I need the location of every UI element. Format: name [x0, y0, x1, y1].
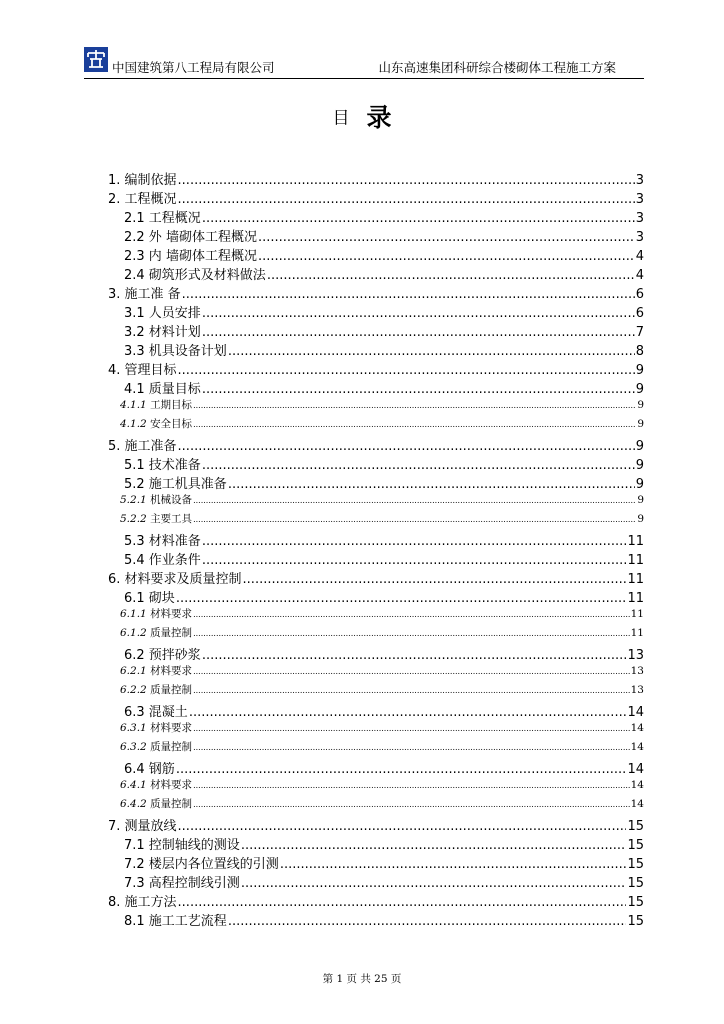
toc-entry-number: 6.3.1 [120, 722, 147, 734]
toc-leader-dots [178, 173, 635, 188]
toc-entry[interactable] [108, 891, 644, 910]
toc-entry-page: 9 [635, 382, 644, 397]
toc-entry[interactable] [108, 910, 644, 929]
toc-entry[interactable] [108, 549, 644, 568]
toc-leader-dots [178, 895, 627, 910]
toc-leader-dots [193, 496, 636, 505]
toc-entry-label [120, 625, 192, 640]
toc-title [0, 98, 724, 134]
toc-leader-dots [189, 705, 627, 720]
toc-title-part2: 录 [366, 103, 392, 132]
toc-entry-label: 6.2 预拌砂浆 [124, 648, 201, 663]
toc-leader-dots [243, 572, 627, 587]
toc-entry-label: 5.4 作业条件 [124, 553, 201, 568]
page-header [84, 44, 644, 79]
table-of-contents [108, 169, 644, 929]
toc-entry[interactable] [108, 644, 644, 663]
toc-entry-page: 6 [635, 287, 644, 302]
toc-leader-dots [228, 477, 635, 492]
project-name: 山东高速集团科研综合楼砌体工程施工方案 [378, 60, 616, 75]
toc-leader-dots [193, 686, 630, 695]
toc-entry-label: 6.1 砌块 [124, 591, 175, 606]
toc-entry-page: 9 [635, 477, 644, 492]
toc-entry[interactable] [108, 758, 644, 777]
toc-leader-dots [202, 306, 635, 321]
toc-entry-page: 3 [635, 173, 644, 188]
toc-entry-page: 11 [630, 627, 644, 639]
toc-entry-page: 4 [635, 268, 644, 283]
toc-leader-dots [193, 420, 636, 429]
toc-leader-dots [258, 230, 635, 245]
toc-entry-label: 3.3 机具设备计划 [124, 344, 227, 359]
toc-entry-label: 8. 施工方法 [108, 895, 177, 910]
toc-entry-page: 6 [635, 306, 644, 321]
toc-entry[interactable] [108, 473, 644, 492]
toc-leader-dots [241, 838, 627, 853]
toc-entry-page: 9 [637, 494, 644, 506]
toc-entry-label: 6.4 钢筋 [124, 762, 175, 777]
toc-leader-dots [193, 515, 636, 524]
toc-leader-dots [176, 591, 627, 606]
toc-entry-label: 7.1 控制轴线的测设 [124, 838, 240, 853]
toc-entry-label: 3.1 人员安排 [124, 306, 201, 321]
toc-entry[interactable] [108, 511, 644, 530]
toc-entry-number: 6.4.1 [120, 779, 147, 791]
toc-entry-page: 3 [635, 211, 644, 226]
toc-leader-dots [202, 534, 627, 549]
toc-entry-label: 2.1 工程概况 [124, 211, 201, 226]
toc-entry-label: 7.3 高程控制线引测 [124, 876, 240, 891]
toc-leader-dots [193, 610, 630, 619]
toc-entry[interactable] [108, 283, 644, 302]
toc-entry-label: 2.4 砌筑形式及材料做法 [124, 268, 266, 283]
toc-entry[interactable] [108, 530, 644, 549]
toc-entry-page: 14 [630, 722, 644, 734]
toc-entry[interactable] [108, 492, 644, 511]
toc-entry[interactable] [108, 663, 644, 682]
toc-entry[interactable] [108, 207, 644, 226]
toc-entry-number: 5.2.2 [120, 513, 147, 525]
toc-leader-dots [178, 439, 635, 454]
toc-entry[interactable] [108, 435, 644, 454]
toc-entry[interactable] [108, 777, 644, 796]
toc-entry-text: 质量控制 [150, 684, 193, 696]
toc-entry-page: 13 [630, 684, 644, 696]
toc-leader-dots [178, 192, 635, 207]
toc-entry-text: 质量控制 [150, 627, 193, 639]
toc-entry-label: 4.1 质量目标 [124, 382, 201, 397]
toc-entry-label [120, 682, 192, 697]
toc-entry-text: 质量控制 [150, 741, 193, 753]
toc-entry[interactable] [108, 701, 644, 720]
toc-entry-page: 15 [627, 914, 644, 929]
toc-entry-label: 4. 管理目标 [108, 363, 177, 378]
toc-leader-dots [202, 458, 635, 473]
toc-entry-page: 3 [635, 230, 644, 245]
toc-entry-label: 1. 编制依据 [108, 173, 177, 188]
toc-entry-number: 6.2.2 [120, 684, 147, 696]
toc-entry[interactable] [108, 720, 644, 739]
toc-entry[interactable] [108, 568, 644, 587]
toc-entry-label: 6.3 混凝土 [124, 705, 188, 720]
toc-entry-label [120, 511, 192, 526]
toc-entry[interactable] [108, 264, 644, 283]
toc-entry[interactable] [108, 359, 644, 378]
toc-entry-page: 11 [627, 534, 644, 549]
toc-entry-label: 5.2 施工机具准备 [124, 477, 227, 492]
toc-entry[interactable] [108, 587, 644, 606]
toc-entry[interactable] [108, 454, 644, 473]
toc-entry-number: 6.4.2 [120, 798, 147, 810]
toc-entry-label: 3. 施工准 备 [108, 287, 181, 302]
toc-entry[interactable] [108, 340, 644, 359]
toc-entry[interactable] [108, 606, 644, 625]
toc-entry-page: 14 [627, 705, 644, 720]
toc-entry-label: 7.2 楼层内各位置线的引测 [124, 857, 279, 872]
toc-entry-page: 15 [627, 857, 644, 872]
toc-entry-page: 9 [635, 363, 644, 378]
toc-entry-label [120, 606, 192, 621]
toc-entry-label: 7. 测量放线 [108, 819, 177, 834]
toc-entry-page: 14 [630, 779, 644, 791]
toc-leader-dots [182, 287, 635, 302]
toc-entry-text: 材料要求 [150, 779, 193, 791]
toc-entry-label: 5.1 技术准备 [124, 458, 201, 473]
toc-entry-text: 机械设备 [150, 494, 193, 506]
toc-entry-page: 7 [635, 325, 644, 340]
toc-entry-label: 8.1 施工工艺流程 [124, 914, 227, 929]
toc-entry-text: 主要工具 [150, 513, 193, 525]
toc-entry-page: 14 [627, 762, 644, 777]
toc-entry-number: 6.1.2 [120, 627, 147, 639]
toc-entry-number: 4.1.1 [120, 399, 147, 411]
toc-entry-label [120, 777, 192, 792]
toc-leader-dots [193, 743, 630, 752]
toc-entry[interactable] [108, 796, 644, 815]
toc-entry[interactable] [108, 739, 644, 758]
toc-entry-label: 2.3 内 墙砌体工程概况 [124, 249, 257, 264]
toc-entry-number: 6.3.2 [120, 741, 147, 753]
toc-entry-text: 工期目标 [150, 399, 193, 411]
toc-entry-page: 13 [627, 648, 644, 663]
toc-entry-page: 11 [627, 553, 644, 568]
toc-leader-dots [202, 648, 627, 663]
company-logo-icon [84, 47, 108, 72]
toc-entry[interactable] [108, 416, 644, 435]
toc-entry-label: 2. 工程概况 [108, 192, 177, 207]
toc-entry-page: 9 [637, 513, 644, 525]
toc-entry-page: 13 [630, 665, 644, 677]
toc-entry-label [120, 796, 192, 811]
toc-leader-dots [202, 211, 635, 226]
toc-entry[interactable] [108, 302, 644, 321]
toc-entry[interactable] [108, 397, 644, 416]
toc-leader-dots [193, 781, 630, 790]
toc-entry-number: 6.2.1 [120, 665, 147, 677]
toc-entry[interactable] [108, 815, 644, 834]
toc-entry-text: 安全目标 [150, 418, 193, 430]
toc-entry[interactable] [108, 834, 644, 853]
toc-entry-page: 8 [635, 344, 644, 359]
toc-entry-text: 材料要求 [150, 722, 193, 734]
toc-entry[interactable] [108, 245, 644, 264]
toc-leader-dots [193, 800, 630, 809]
toc-leader-dots [228, 914, 627, 929]
toc-leader-dots [202, 325, 635, 340]
toc-entry-label [120, 739, 192, 754]
toc-entry-page: 15 [627, 838, 644, 853]
toc-leader-dots [258, 249, 635, 264]
toc-entry-page: 15 [627, 895, 644, 910]
toc-entry-text: 材料要求 [150, 608, 193, 620]
toc-entry-label: 3.2 材料计划 [124, 325, 201, 340]
toc-entry-number: 4.1.2 [120, 418, 147, 430]
toc-entry-label [120, 720, 192, 735]
toc-entry-label [120, 663, 192, 678]
toc-leader-dots [193, 724, 630, 733]
toc-leader-dots [228, 344, 635, 359]
toc-leader-dots [193, 401, 636, 410]
toc-leader-dots [178, 819, 627, 834]
toc-entry-label: 2.2 外 墙砌体工程概况 [124, 230, 257, 245]
toc-entry-label: 5. 施工准备 [108, 439, 177, 454]
toc-entry-page: 14 [630, 798, 644, 810]
toc-entry-page: 11 [627, 572, 644, 587]
toc-entry-label: 5.3 材料准备 [124, 534, 201, 549]
toc-entry-page: 9 [635, 458, 644, 473]
page-footer: 第 1 页 共 25 页 [322, 973, 402, 985]
toc-entry-label [120, 416, 192, 431]
toc-entry-number: 6.1.1 [120, 608, 147, 620]
toc-entry[interactable] [108, 682, 644, 701]
toc-entry-label: 6. 材料要求及质量控制 [108, 572, 242, 587]
toc-entry-page: 11 [630, 608, 644, 620]
toc-leader-dots [176, 762, 627, 777]
toc-entry[interactable] [108, 226, 644, 245]
toc-entry-label [120, 492, 192, 507]
toc-leader-dots [178, 363, 635, 378]
toc-entry[interactable] [108, 625, 644, 644]
toc-entry-text: 材料要求 [150, 665, 193, 677]
toc-entry-page: 14 [630, 741, 644, 753]
toc-entry-page: 9 [635, 439, 644, 454]
company-name: 中国建筑第八工程局有限公司 [112, 60, 275, 75]
toc-entry-number: 5.2.1 [120, 494, 147, 506]
toc-entry-page: 15 [627, 876, 644, 891]
toc-leader-dots [267, 268, 635, 283]
toc-entry-page: 15 [627, 819, 644, 834]
toc-entry[interactable] [108, 378, 644, 397]
toc-entry-page: 3 [635, 192, 644, 207]
toc-entry-page: 9 [637, 418, 644, 430]
toc-entry-page: 4 [635, 249, 644, 264]
toc-leader-dots [193, 667, 630, 676]
toc-entry[interactable] [108, 188, 644, 207]
toc-entry-page: 9 [637, 399, 644, 411]
toc-entry[interactable] [108, 321, 644, 340]
toc-leader-dots [193, 629, 630, 638]
toc-entry[interactable] [108, 853, 644, 872]
toc-entry-page: 11 [627, 591, 644, 606]
toc-entry-text: 质量控制 [150, 798, 193, 810]
toc-leader-dots [280, 857, 627, 872]
toc-title-part1: 目 [332, 108, 350, 129]
toc-entry-label [120, 397, 192, 412]
toc-leader-dots [241, 876, 627, 891]
toc-entry[interactable] [108, 872, 644, 891]
toc-entry[interactable] [108, 169, 644, 188]
toc-leader-dots [202, 382, 635, 397]
toc-leader-dots [202, 553, 627, 568]
